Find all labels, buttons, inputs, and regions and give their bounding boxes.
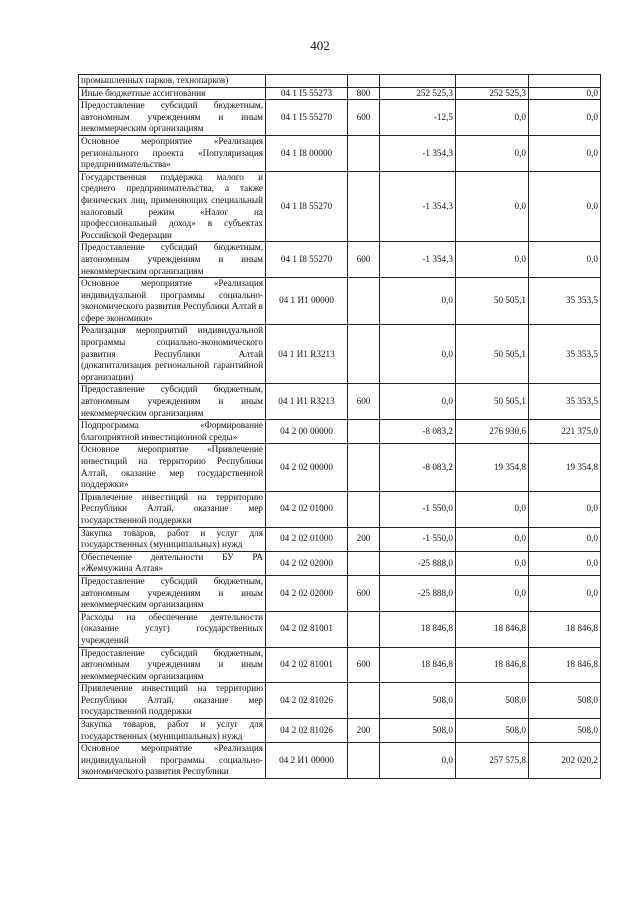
amount-col-1-cell: 18 846,8 bbox=[380, 611, 456, 647]
amount-col-2-cell: 0,0 bbox=[456, 551, 529, 575]
amount-col-3-cell: 0,0 bbox=[529, 551, 601, 575]
amount-col-2-cell bbox=[456, 75, 529, 88]
item-name-cell: Предоставление субсидий бюджетным, автономным учреждениям и иным некоммерческим организациям bbox=[79, 242, 266, 278]
expense-type-cell bbox=[348, 171, 380, 242]
item-name-cell: Реализация мероприятий индивидуальной программы социально-экономического развития Республики Алтай (докапитализация региональной гарантийной организации) bbox=[79, 325, 266, 384]
target-code-cell: 04 1 I5 55270 bbox=[266, 100, 348, 136]
table-row bbox=[79, 325, 601, 384]
target-code-cell: 04 2 02 02000 bbox=[266, 551, 348, 575]
amount-col-3-cell: 18 846,8 bbox=[529, 611, 601, 647]
target-code-cell: 04 2 02 81026 bbox=[266, 683, 348, 719]
amount-col-2-cell: 0,0 bbox=[456, 491, 529, 527]
expense-type-cell: 200 bbox=[348, 719, 380, 743]
amount-col-3-cell: 0,0 bbox=[529, 135, 601, 171]
table-row bbox=[79, 575, 601, 611]
amount-col-3-cell: 202 020,2 bbox=[529, 743, 601, 779]
amount-col-2-cell: 50 505,1 bbox=[456, 325, 529, 384]
table-row bbox=[79, 135, 601, 171]
table-row bbox=[79, 491, 601, 527]
amount-col-1-cell: -12,5 bbox=[380, 100, 456, 136]
amount-col-3-cell: 0,0 bbox=[529, 527, 601, 551]
amount-col-2-cell: 50 505,1 bbox=[456, 278, 529, 325]
table-row bbox=[79, 719, 601, 743]
target-code-cell: 04 1 I5 55273 bbox=[266, 87, 348, 100]
amount-col-1-cell: 0,0 bbox=[380, 325, 456, 384]
item-name-cell: Привлечение инвестиций на территорию Республики Алтай, оказание мер государственной поддержки bbox=[79, 491, 266, 527]
amount-col-2-cell: 252 525,3 bbox=[456, 87, 529, 100]
amount-col-1-cell: 18 846,8 bbox=[380, 647, 456, 683]
amount-col-3-cell: 0,0 bbox=[529, 100, 601, 136]
target-code-cell: 04 1 I8 00000 bbox=[266, 135, 348, 171]
amount-col-2-cell: 0,0 bbox=[456, 135, 529, 171]
amount-col-2-cell: 257 575,8 bbox=[456, 743, 529, 779]
target-code-cell: 04 1 I8 55270 bbox=[266, 171, 348, 242]
amount-col-2-cell: 50 505,1 bbox=[456, 384, 529, 420]
page-number: 402 bbox=[310, 38, 330, 53]
table-row bbox=[79, 420, 601, 444]
amount-col-3-cell: 0,0 bbox=[529, 491, 601, 527]
expense-type-cell: 600 bbox=[348, 647, 380, 683]
target-code-cell: 04 1 И1 00000 bbox=[266, 278, 348, 325]
amount-col-2-cell: 18 846,8 bbox=[456, 647, 529, 683]
expense-type-cell: 600 bbox=[348, 575, 380, 611]
expense-type-cell: 800 bbox=[348, 87, 380, 100]
expense-type-cell bbox=[348, 278, 380, 325]
amount-col-2-cell: 276 930,6 bbox=[456, 420, 529, 444]
expense-type-cell: 600 bbox=[348, 100, 380, 136]
amount-col-1-cell bbox=[380, 75, 456, 88]
amount-col-1-cell: -8 083,2 bbox=[380, 420, 456, 444]
amount-col-3-cell: 508,0 bbox=[529, 719, 601, 743]
amount-col-1-cell: 0,0 bbox=[380, 743, 456, 779]
table-row bbox=[79, 384, 601, 420]
expense-type-cell bbox=[348, 135, 380, 171]
target-code-cell: 04 2 02 02000 bbox=[266, 575, 348, 611]
table-row bbox=[79, 527, 601, 551]
item-name-cell: промышленных парков, технопарков) bbox=[79, 75, 266, 88]
amount-col-1-cell: -1 550,0 bbox=[380, 527, 456, 551]
target-code-cell: 04 2 02 01000 bbox=[266, 491, 348, 527]
amount-col-1-cell: 508,0 bbox=[380, 719, 456, 743]
amount-col-2-cell: 0,0 bbox=[456, 527, 529, 551]
item-name-cell: Основное мероприятие «Реализация индивидуальной программы социально-экономического развития Республики Алтай в сфере экономики» bbox=[79, 278, 266, 325]
target-code-cell: 04 1 I8 55270 bbox=[266, 242, 348, 278]
amount-col-3-cell: 18 846,8 bbox=[529, 647, 601, 683]
amount-col-3-cell: 19 354,8 bbox=[529, 444, 601, 491]
amount-col-1-cell: -25 888,0 bbox=[380, 575, 456, 611]
expense-type-cell bbox=[348, 420, 380, 444]
table-row bbox=[79, 444, 601, 491]
budget-table-body bbox=[79, 75, 601, 779]
item-name-cell: Основное мероприятие «Реализация индивидуальной программы социально-экономического развития Республики bbox=[79, 743, 266, 779]
item-name-cell: Государственная поддержка малого и среднего предпринимательства, а также физических лиц, применяющих специальный налоговый режим «Налог на профессиональный доход» в субъектах Российской Федерации bbox=[79, 171, 266, 242]
amount-col-3-cell: 0,0 bbox=[529, 575, 601, 611]
amount-col-1-cell: -1 550,0 bbox=[380, 491, 456, 527]
amount-col-3-cell: 508,0 bbox=[529, 683, 601, 719]
table-row bbox=[79, 75, 601, 88]
amount-col-3-cell: 221 375,0 bbox=[529, 420, 601, 444]
amount-col-1-cell: -1 354,3 bbox=[380, 135, 456, 171]
amount-col-1-cell: 0,0 bbox=[380, 278, 456, 325]
table-row bbox=[79, 551, 601, 575]
expense-type-cell bbox=[348, 75, 380, 88]
item-name-cell: Основное мероприятие «Реализация регионального проекта «Популяризация предпринимательства» bbox=[79, 135, 266, 171]
amount-col-3-cell bbox=[529, 75, 601, 88]
table-row bbox=[79, 647, 601, 683]
expense-type-cell bbox=[348, 491, 380, 527]
item-name-cell: Обеспечение деятельности БУ РА «Жемчужина Алтая» bbox=[79, 551, 266, 575]
target-code-cell: 04 2 И1 00000 bbox=[266, 743, 348, 779]
table-row bbox=[79, 743, 601, 779]
amount-col-2-cell: 0,0 bbox=[456, 242, 529, 278]
amount-col-2-cell: 508,0 bbox=[456, 683, 529, 719]
amount-col-3-cell: 35 353,5 bbox=[529, 384, 601, 420]
target-code-cell: 04 1 И1 R3213 bbox=[266, 384, 348, 420]
item-name-cell: Закупка товаров, работ и услуг для государственных (муниципальных) нужд bbox=[79, 527, 266, 551]
expense-type-cell bbox=[348, 683, 380, 719]
table-row bbox=[79, 683, 601, 719]
expense-type-cell: 600 bbox=[348, 384, 380, 420]
item-name-cell: Предоставление субсидий бюджетным, автономным учреждениям и иным некоммерческим организациям bbox=[79, 575, 266, 611]
item-name-cell: Предоставление субсидий бюджетным, автономным учреждениям и иным некоммерческим организациям bbox=[79, 100, 266, 136]
budget-table bbox=[78, 74, 601, 779]
item-name-cell: Основное мероприятие «Привлечение инвестиций на территорию Республики Алтай, оказание мер государственной поддержки» bbox=[79, 444, 266, 491]
amount-col-2-cell: 0,0 bbox=[456, 171, 529, 242]
table-row bbox=[79, 611, 601, 647]
amount-col-1-cell: 252 525,3 bbox=[380, 87, 456, 100]
target-code-cell: 04 2 00 00000 bbox=[266, 420, 348, 444]
target-code-cell: 04 2 02 01000 bbox=[266, 527, 348, 551]
amount-col-2-cell: 0,0 bbox=[456, 100, 529, 136]
amount-col-1-cell: 0,0 bbox=[380, 384, 456, 420]
table-row bbox=[79, 278, 601, 325]
amount-col-3-cell: 0,0 bbox=[529, 242, 601, 278]
item-name-cell: Расходы на обеспечение деятельности (оказание услуг) государственных учреждений bbox=[79, 611, 266, 647]
amount-col-2-cell: 18 846,8 bbox=[456, 611, 529, 647]
target-code-cell: 04 2 02 81001 bbox=[266, 611, 348, 647]
amount-col-1-cell: -25 888,0 bbox=[380, 551, 456, 575]
expense-type-cell bbox=[348, 611, 380, 647]
amount-col-3-cell: 0,0 bbox=[529, 87, 601, 100]
table-row bbox=[79, 242, 601, 278]
target-code-cell: 04 2 02 81026 bbox=[266, 719, 348, 743]
target-code-cell: 04 2 02 00000 bbox=[266, 444, 348, 491]
expense-type-cell bbox=[348, 444, 380, 491]
expense-type-cell: 200 bbox=[348, 527, 380, 551]
item-name-cell: Предоставление субсидий бюджетным, автономным учреждениям и иным некоммерческим организациям bbox=[79, 384, 266, 420]
item-name-cell: Закупка товаров, работ и услуг для государственных (муниципальных) нужд bbox=[79, 719, 266, 743]
amount-col-1-cell: -8 083,2 bbox=[380, 444, 456, 491]
expense-type-cell bbox=[348, 551, 380, 575]
target-code-cell: 04 2 02 81001 bbox=[266, 647, 348, 683]
amount-col-2-cell: 508,0 bbox=[456, 719, 529, 743]
amount-col-2-cell: 0,0 bbox=[456, 575, 529, 611]
item-name-cell: Подпрограмма «Формирование благоприятной инвестиционной среды» bbox=[79, 420, 266, 444]
expense-type-cell: 600 bbox=[348, 242, 380, 278]
expense-type-cell bbox=[348, 743, 380, 779]
table-row bbox=[79, 171, 601, 242]
table-row bbox=[79, 87, 601, 100]
amount-col-1-cell: -1 354,3 bbox=[380, 242, 456, 278]
target-code-cell bbox=[266, 75, 348, 88]
target-code-cell: 04 1 И1 R3213 bbox=[266, 325, 348, 384]
item-name-cell: Привлечение инвестиций на территорию Республики Алтай, оказание мер государственной поддержки bbox=[79, 683, 266, 719]
amount-col-3-cell: 0,0 bbox=[529, 171, 601, 242]
table-row bbox=[79, 100, 601, 136]
amount-col-1-cell: 508,0 bbox=[380, 683, 456, 719]
item-name-cell: Иные бюджетные ассигнования bbox=[79, 87, 266, 100]
expense-type-cell bbox=[348, 325, 380, 384]
amount-col-3-cell: 35 353,5 bbox=[529, 325, 601, 384]
amount-col-3-cell: 35 353,5 bbox=[529, 278, 601, 325]
amount-col-1-cell: -1 354,3 bbox=[380, 171, 456, 242]
amount-col-2-cell: 19 354,8 bbox=[456, 444, 529, 491]
item-name-cell: Предоставление субсидий бюджетным, автономным учреждениям и иным некоммерческим организациям bbox=[79, 647, 266, 683]
